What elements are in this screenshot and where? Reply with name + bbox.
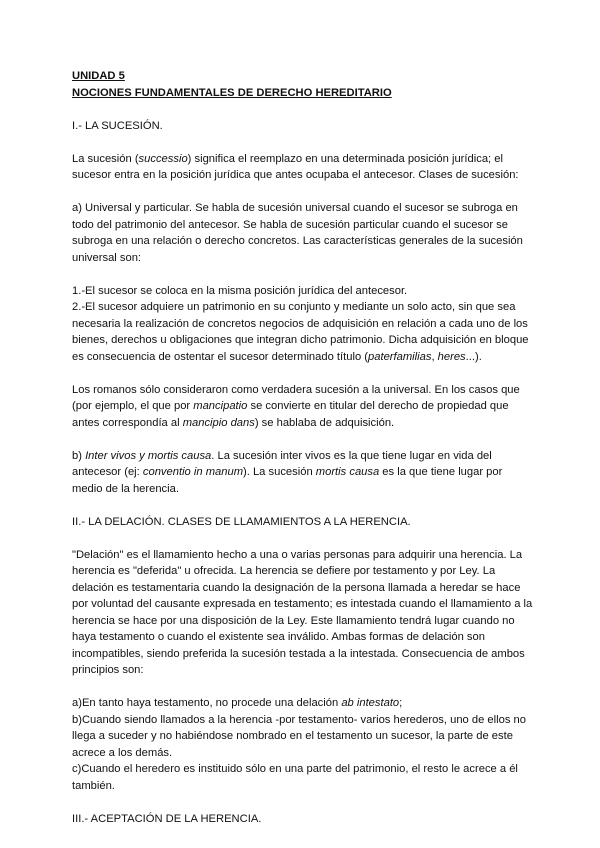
document-body bbox=[72, 68, 534, 827]
paragraph-romanos: Los romanos sólo consideraron como verdadera sucesión a la universal. En los casos que (por ejemplo, el que por mancipatio se convierte en titular del derecho de propiedad que antes correspondía al mancipio dans) se hablaba de adquisición. bbox=[72, 383, 520, 429]
unit-label: UNIDAD 5 bbox=[72, 70, 125, 82]
list-item-1: 1.-El sucesor se coloca en la misma posición jurídica del antecesor. bbox=[72, 284, 408, 297]
list-item-2: 2.-El sucesor adquiere un patrimonio en su conjunto y mediante un solo acto, sin que sea necesaria la realización de concretos negocios de adquisición en relación a cada uno de los bienes, derechos u obligaciones que integran dicho patrimonio. Dicha adquisición en bloque es consecuencia de ostentar el sucesor determinado título (paterfamilias, heres...). bbox=[72, 301, 529, 363]
section-heading-sucesion: I.- LA SUCESIÓN. bbox=[72, 119, 163, 132]
paragraph-universal-particular: a) Universal y particular. Se habla de sucesión universal cuando el sucesor se subroga en todo del patrimonio del antecesor. Se habla de sucesión particular cuando el sucesor se subroga en una relación o derecho concretos. Las características generales de la sucesión universal son: bbox=[72, 202, 523, 264]
list-item-b: b)Cuando siendo llamados a la herencia -por testamento- varios herederos, uno de ellos no llega a suceder y no habiéndose nombrado en el testamento un sucesor, la parte de este acrece a los demás. bbox=[72, 713, 526, 759]
section-heading-aceptacion: III.- ACEPTACIÓN DE LA HERENCIA. bbox=[72, 812, 262, 825]
paragraph-delacion: "Delación" es el llamamiento hecho a una o varias personas para adquirir una herencia. La herencia es "deferida" u ofrecida. La herencia se defiere por testamento y por Ley. La delación es testamentaria cuando la designación de la persona llamada a heredar se hace por voluntad del causante expresada en testamento; es intestada cuando el llamamiento a la herencia se hace por una disposición de la Ley. Este llamamiento tendrá lugar cuando no haya testamento o cuando el existente sea inválido. Ambas formas de delación son incompatibles, siendo preferida la sucesión testada a la intestada. Consecuencia de ambos principios son: bbox=[72, 548, 533, 676]
paragraph-sucesion-definition: La sucesión (successio) significa el reemplazo en una determinada posición jurídica; el sucesor entra en la posición jurídica que antes ocupaba el antecesor. Clases de sucesión: bbox=[72, 152, 519, 181]
section-heading-delacion: II.- LA DELACIÓN. CLASES DE LLAMAMIENTOS A LA HERENCIA. bbox=[72, 515, 411, 528]
paragraph-inter-vivos: b) Inter vivos y mortis causa. La sucesión inter vivos es la que tiene lugar en vida del antecesor (ej: conventio in manum). La sucesión mortis causa es la que tiene lugar por medio de la herencia. bbox=[72, 449, 503, 495]
list-item-c: c)Cuando el heredero es instituido sólo en una parte del patrimonio, el resto le acrece a él también. bbox=[72, 763, 518, 792]
document-title: NOCIONES FUNDAMENTALES DE DERECHO HEREDITARIO bbox=[72, 86, 392, 99]
list-item-a: a)En tanto haya testamento, no procede una delación ab intestato; bbox=[72, 697, 403, 709]
